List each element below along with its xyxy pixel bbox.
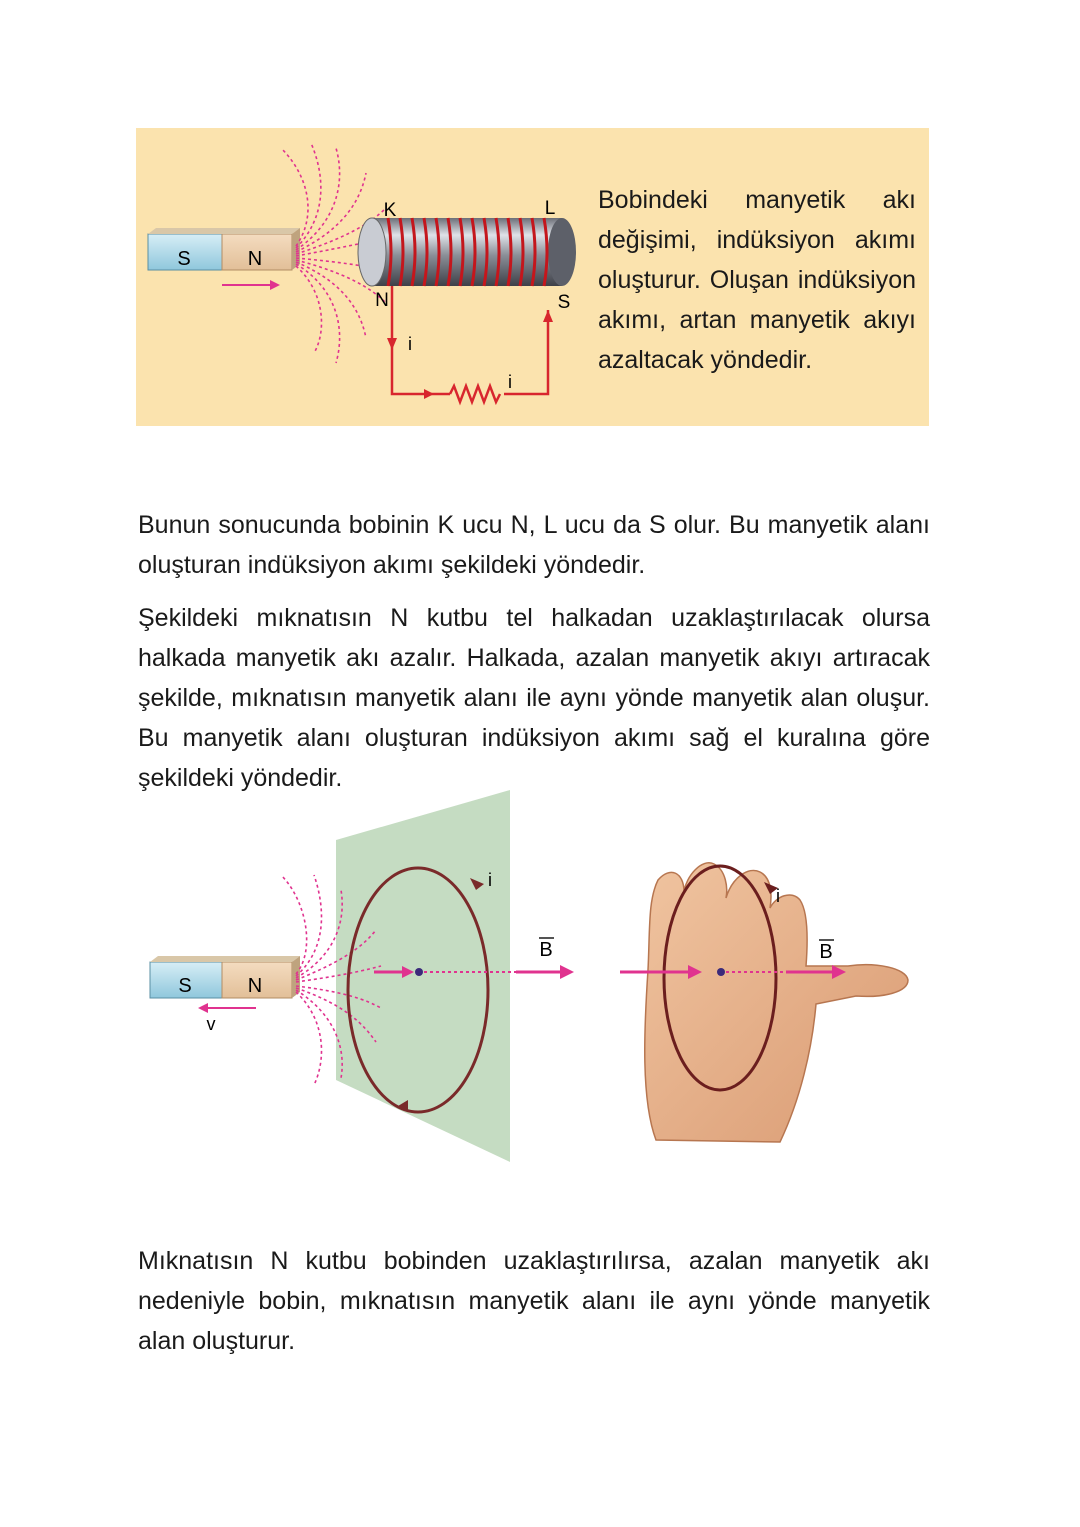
velocity-arrow [198, 1003, 256, 1013]
coil-n-label: N [375, 290, 389, 311]
current-arrow-up [543, 310, 553, 322]
plane [336, 790, 510, 1162]
magnet-n-label: N [247, 248, 263, 270]
figure1-caption: Bobindeki manyetik akı değişimi, indüksiyon akımı oluşturur. Oluşan indüksiyon akımı, artan manyetik akıyı azaltacak yöndedir. [598, 186, 916, 374]
loop-current-label: i [488, 870, 492, 890]
coil-k-label: K [383, 200, 397, 221]
velocity-label: v [206, 1014, 216, 1034]
loop-field-label: B [539, 939, 553, 961]
loop-and-hand-figure [136, 780, 936, 1170]
hand-current-label: i [776, 886, 780, 906]
magnet2-s-label: S [178, 975, 192, 997]
current-arrow-right [424, 389, 434, 399]
paragraph-3: Mıknatısın N kutbu bobinden uzaklaştırılırsa, azalan manyetik akı nedeniyle bobin, mıknatısın manyetik alanı ile aynı yönde manyetik alan oluşturur. [138, 1247, 930, 1355]
hand-field-label: B [819, 941, 833, 963]
bar-magnet-2 [150, 956, 300, 998]
bar-magnet [148, 228, 300, 270]
circuit [392, 286, 548, 402]
coil-l-label: L [544, 198, 556, 219]
current-label-left: i [408, 334, 412, 354]
coil-s-label: S [557, 292, 571, 313]
motion-arrow [222, 280, 280, 290]
magnet-s-label: S [177, 248, 191, 270]
figure-coil-panel [136, 128, 929, 426]
current-arrow-down [387, 338, 397, 350]
paragraph-2: Şekildeki mıknatısın N kutbu tel halkadan uzaklaştırılacak olursa halkada manyetik akı azalır. Halkada, azalan manyetik akıyı artıracak şekilde, mıknatısın manyetik alanı ile aynı yönde manyetik alan oluşur. Bu manyetik alanı oluşturan indüksiyon akımı sağ el kuralına göre şekildeki yöndedir. [138, 604, 930, 792]
magnet2-n-label: N [247, 975, 263, 997]
paragraph-1: Bunun sonucunda bobinin K ucu N, L ucu da S olur. Bu manyetik alanı oluşturan indüksiyon akımı şekildeki yöndedir. [138, 511, 930, 579]
current-label-bottom: i [508, 372, 512, 392]
coil [358, 218, 576, 286]
